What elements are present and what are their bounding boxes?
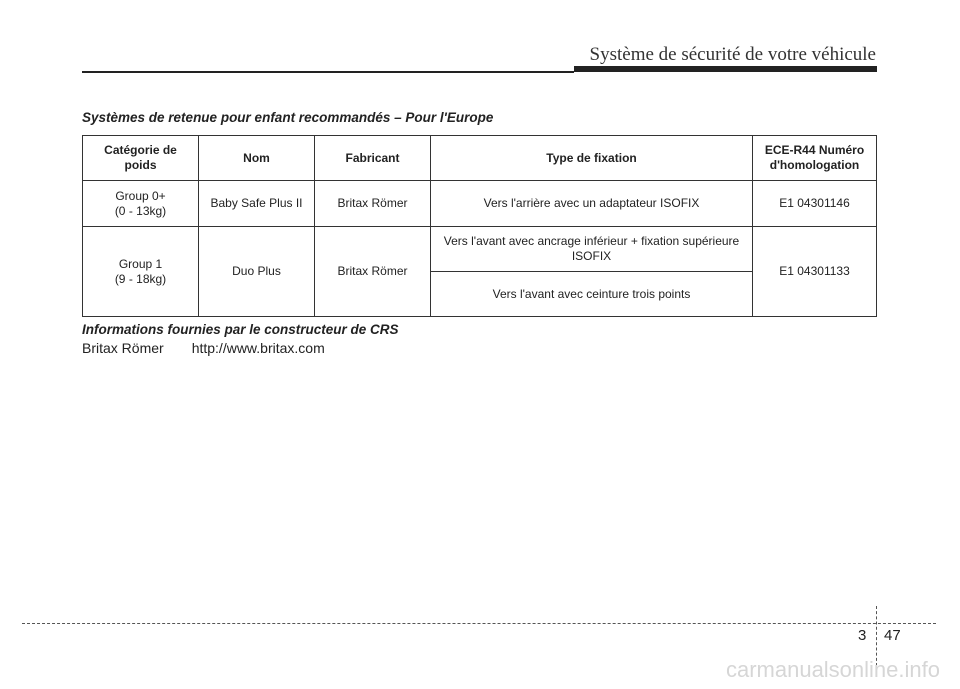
- child-restraint-table: [82, 135, 877, 317]
- cell-manufacturer: Britax Römer: [315, 181, 431, 227]
- header-approval-line2: d'homologation: [769, 158, 860, 172]
- table-header-row: [83, 136, 877, 181]
- header-name: Nom: [199, 136, 315, 181]
- cell-approval: E1 04301146: [753, 181, 877, 227]
- cell-fixation: [431, 227, 753, 272]
- cell-weight: [83, 181, 199, 227]
- header-fixation-type: Type de fixation: [431, 136, 753, 181]
- weight-group: Group 0+: [115, 188, 166, 203]
- info-line: [82, 340, 325, 356]
- weight-group: Group 1: [118, 256, 163, 271]
- cell-fixation: Vers l'avant avec ceinture trois points: [431, 272, 753, 317]
- chapter-header-title: Système de sécurité de votre véhicule: [589, 44, 876, 65]
- cell-fixation: Vers l'arrière avec un adaptateur ISOFIX: [431, 181, 753, 227]
- chapter-number: 3: [858, 627, 867, 644]
- cell-manufacturer: Britax Römer: [315, 227, 431, 317]
- section-title: Systèmes de retenue pour enfant recommandés – Pour l'Europe: [82, 110, 494, 125]
- header-weight-category: Catégorie de poids: [83, 136, 199, 181]
- weight-range: (9 - 18kg): [114, 271, 167, 286]
- footer-dashed-rule: [22, 623, 936, 624]
- watermark: carmanualsonline.info: [725, 657, 940, 682]
- info-maker: Britax Römer: [82, 340, 164, 356]
- header-manufacturer: Fabricant: [315, 136, 431, 181]
- header-rule-thin: [82, 71, 574, 73]
- cell-name: Duo Plus: [199, 227, 315, 317]
- cell-approval: E1 04301133: [753, 227, 877, 317]
- table-row: [83, 227, 877, 272]
- fixation-line2: ISOFIX: [571, 249, 612, 263]
- page-number: 47: [884, 627, 901, 644]
- header-approval-number: [753, 136, 877, 181]
- header-approval-line1: ECE-R44 Numéro: [764, 143, 865, 157]
- header-rule-thick: [574, 66, 877, 72]
- info-title: Informations fournies par le constructeur de CRS: [82, 322, 399, 337]
- cell-name: Baby Safe Plus II: [199, 181, 315, 227]
- weight-range: (0 - 13kg): [114, 203, 167, 218]
- cell-weight: [83, 227, 199, 317]
- info-url[interactable]: http://www.britax.com: [191, 340, 325, 356]
- fixation-line1: Vers l'avant avec ancrage inférieur + fixation supérieure: [443, 234, 740, 248]
- table-row: [83, 181, 877, 227]
